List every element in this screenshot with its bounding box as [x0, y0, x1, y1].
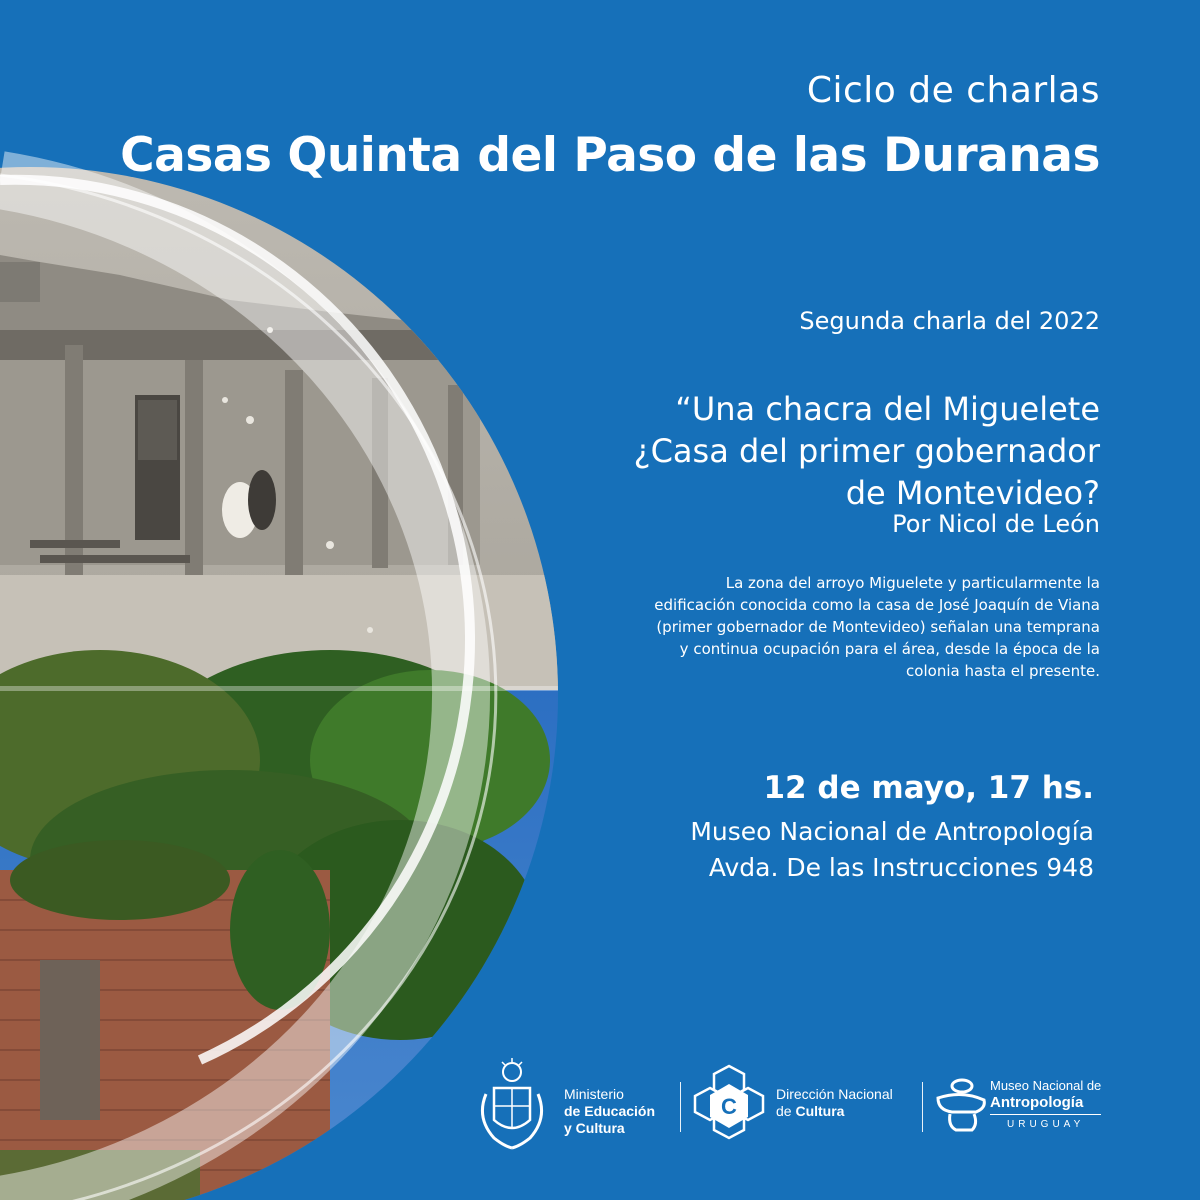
historic-house-photo	[0, 160, 620, 690]
mec-line-3: y Cultura	[564, 1120, 625, 1136]
page-title: Casas Quinta del Paso de las Duranas	[120, 128, 1100, 183]
venue-line: Avda. De las Instrucciones 948	[708, 853, 1094, 882]
hexagon-logo-icon	[692, 1064, 766, 1140]
talk-description	[630, 572, 1100, 682]
talk-number: Segunda charla del 2022	[799, 307, 1100, 335]
mec-line-2: de Educación	[564, 1103, 656, 1119]
museum-logo-text	[990, 1078, 1101, 1133]
dnc-line-3: Cultura	[795, 1103, 845, 1119]
description-line: y continua ocupación para el área, desde la época de la	[679, 640, 1100, 658]
dnc-line-2: de	[776, 1103, 792, 1119]
event-venue	[690, 814, 1094, 886]
event-date-time: 12 de mayo, 17 hs.	[763, 770, 1094, 806]
speaker-name: Por Nicol de León	[892, 510, 1100, 538]
dnc-line-1: Dirección Nacional	[776, 1086, 893, 1102]
mna-line-2: Antropología	[990, 1094, 1084, 1111]
description-line: (primer gobernador de Montevideo) señalan una temprana	[656, 618, 1100, 636]
logo-divider	[680, 1082, 681, 1132]
description-line: La zona del arroyo Miguelete y particularmente la	[725, 574, 1100, 592]
series-label: Ciclo de charlas	[806, 70, 1100, 111]
description-line: edificación conocida como la casa de José Joaquín de Viana	[654, 596, 1100, 614]
description-line: colonia hasta el presente.	[906, 662, 1100, 680]
talk-title-line: de Montevideo?	[845, 474, 1100, 512]
dnc-logo-text	[776, 1086, 893, 1120]
dnc-letter: C	[721, 1094, 737, 1119]
talk-title-line: “Una chacra del Miguelete	[675, 390, 1100, 428]
mec-line-1: Ministerio	[564, 1086, 624, 1102]
mna-line-1: Museo Nacional de	[990, 1078, 1102, 1093]
mna-line-3: URUGUAY	[990, 1114, 1101, 1133]
talk-title-line: ¿Casa del primer gobernador	[633, 432, 1100, 470]
mec-logo-text	[564, 1086, 655, 1137]
coat-of-arms-icon	[472, 1058, 552, 1154]
venue-line: Museo Nacional de Antropología	[690, 817, 1094, 846]
logo-divider	[922, 1082, 923, 1132]
talk-title	[634, 388, 1100, 514]
pottery-logo-icon	[932, 1076, 988, 1132]
